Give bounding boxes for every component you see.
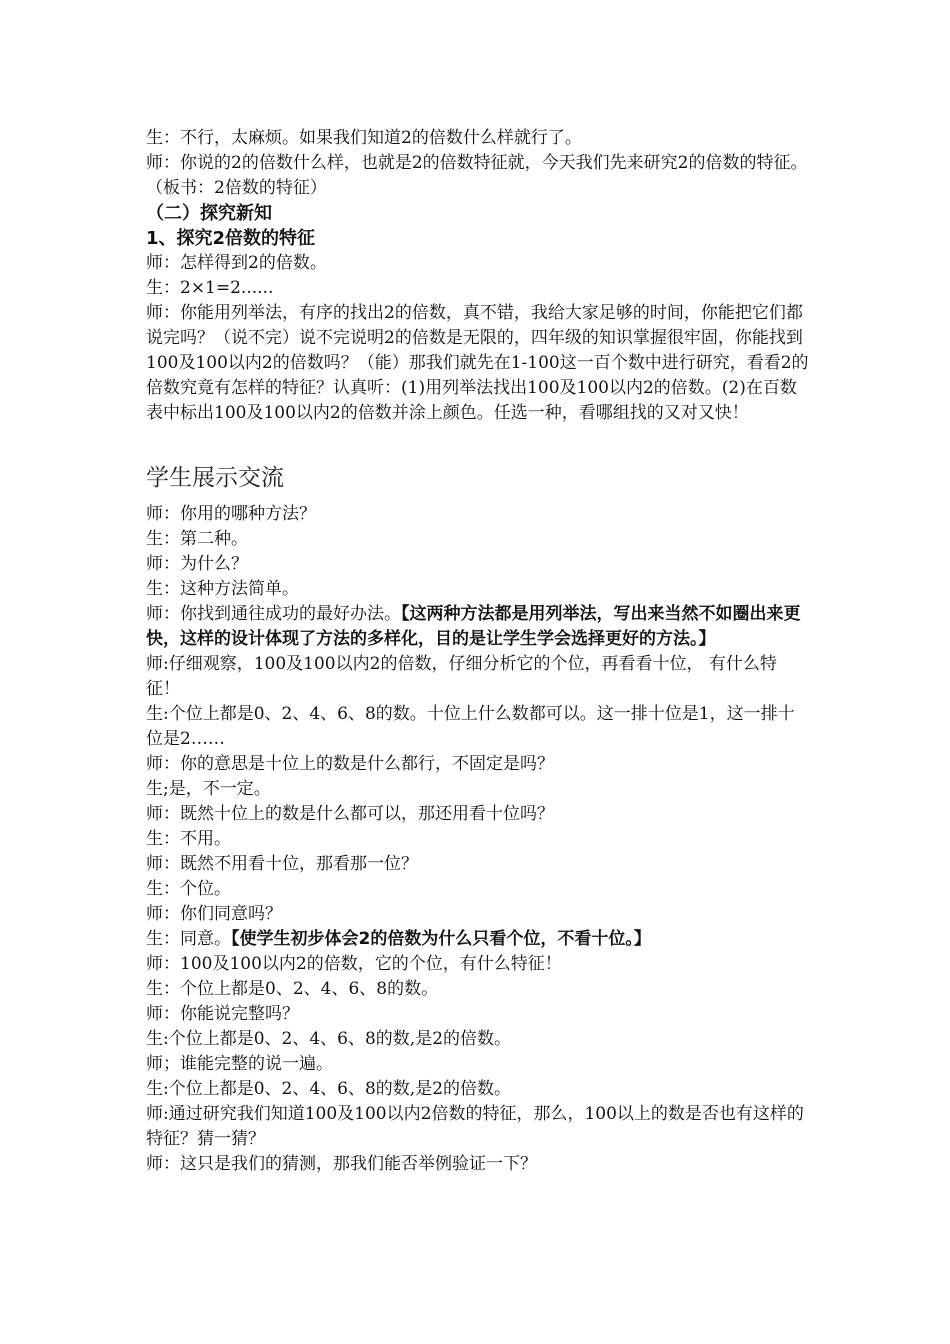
dialogue-line bbox=[146, 602, 810, 652]
dialogue-text: 生;是，不一定。 bbox=[146, 779, 271, 799]
teaching-note: 【这两种方法都是用列举法，写出来当然不如圈出来更快，这样的设计体现了方法的多样化，目的是让学生学会选择更好的方法。】 bbox=[146, 604, 801, 649]
dialogue-list bbox=[146, 502, 810, 1177]
display-heading: 学生展示交流 bbox=[146, 465, 284, 491]
explore-line-2: 生：2×1=2...... bbox=[146, 278, 274, 298]
dialogue-line bbox=[146, 777, 810, 802]
dialogue-text: 师：你找到通往成功的最好办法。 bbox=[146, 604, 401, 624]
dialogue-text: 师：你们同意吗？ bbox=[146, 904, 282, 924]
dialogue-line bbox=[146, 927, 810, 952]
dialogue-line bbox=[146, 1002, 810, 1027]
dialogue-line bbox=[146, 1052, 810, 1077]
explore-line-1: 师：怎样得到2的倍数。 bbox=[146, 253, 327, 273]
dialogue-text: 师；谁能完整的说一遍。 bbox=[146, 1054, 333, 1074]
dialogue-line bbox=[146, 652, 810, 702]
dialogue-text: 师：既然十位上的数是什么都可以，那还用看十位吗？ bbox=[146, 804, 554, 824]
dialogue-text: 生：这种方法简单。 bbox=[146, 579, 299, 599]
explore-line-3: 师：你能用列举法，有序的找出2的倍数，真不错，我给大家足够的时间，你能把它们都说完吗？（说不完）说不完说明2的倍数是无限的，四年级的知识掌握很牢固，你能找到100及100以内2的倍数吗？（能）那我们就先在1-100这一百个数中进行研究，看看2的倍数究竟有怎样的特征？认真听：(1)用列举法找出100及100以内2的倍数。(2)在百数表中标出100及100以内2的倍数并涂上颜色。任选一种，看哪组找的又对又快！ bbox=[146, 303, 809, 423]
dialogue-text: 生：同意。 bbox=[146, 929, 231, 949]
dialogue-text: 师：既然不用看十位，那看那一位？ bbox=[146, 854, 418, 874]
section-title: （二）探究新知 bbox=[146, 203, 272, 224]
dialogue-line bbox=[146, 802, 810, 827]
dialogue-text: 生:个位上都是0、2、4、6、8的数。十位上什么数都可以。这一排十位是1，这一排十位是2…… bbox=[146, 704, 795, 749]
dialogue-line bbox=[146, 827, 810, 852]
dialogue-line bbox=[146, 902, 810, 927]
intro-line-2: 师：你说的2的倍数什么样，也就是2的倍数特征就，今天我们先来研究2的倍数的特征。（板书：2倍数的特征） bbox=[146, 153, 808, 198]
dialogue-line bbox=[146, 877, 810, 902]
intro-line-1: 生：不行，太麻烦。如果我们知道2的倍数什么样就行了。 bbox=[146, 128, 582, 148]
dialogue-line bbox=[146, 1027, 810, 1052]
dialogue-text: 生：个位。 bbox=[146, 879, 231, 899]
dialogue-text: 师：这只是我们的猜测，那我们能否举例验证一下？ bbox=[146, 1154, 537, 1174]
dialogue-line bbox=[146, 1152, 810, 1177]
dialogue-line bbox=[146, 952, 810, 977]
dialogue-line bbox=[146, 852, 810, 877]
subsection-title: 1、探究2倍数的特征 bbox=[146, 228, 316, 249]
dialogue-text: 师:仔细观察，100及100以内2的倍数，仔细分析它的个位，再看看十位， 有什么特征！ bbox=[146, 654, 777, 699]
dialogue-line bbox=[146, 977, 810, 1002]
dialogue-line bbox=[146, 502, 810, 527]
dialogue-text: 生：不用。 bbox=[146, 829, 231, 849]
dialogue-line bbox=[146, 552, 810, 577]
dialogue-text: 师:通过研究我们知道100及100以内2倍数的特征，那么，100以上的数是否也有这样的特征？猜一猜？ bbox=[146, 1104, 804, 1149]
dialogue-line bbox=[146, 1102, 810, 1152]
dialogue-line bbox=[146, 527, 810, 552]
dialogue-text: 师：你能说完整吗？ bbox=[146, 1004, 299, 1024]
dialogue-text: 生：第二种。 bbox=[146, 529, 248, 549]
dialogue-line bbox=[146, 702, 810, 752]
dialogue-line bbox=[146, 752, 810, 777]
dialogue-line bbox=[146, 1077, 810, 1102]
dialogue-text: 生:个位上都是0、2、4、6、8的数,是2的倍数。 bbox=[146, 1029, 512, 1049]
dialogue-text: 生：个位上都是0、2、4、6、8的数。 bbox=[146, 979, 439, 999]
teaching-note: 【使学生初步体会2的倍数为什么只看个位，不看十位。】 bbox=[231, 929, 651, 949]
dialogue-text: 师：你的意思是十位上的数是什么都行，不固定是吗？ bbox=[146, 754, 554, 774]
dialogue-text: 生:个位上都是0、2、4、6、8的数,是2的倍数。 bbox=[146, 1079, 512, 1099]
dialogue-text: 师：为什么？ bbox=[146, 554, 248, 574]
dialogue-text: 师：你用的哪种方法？ bbox=[146, 504, 316, 524]
dialogue-text: 师：100及100以内2的倍数，它的个位，有什么特征！ bbox=[146, 954, 562, 974]
document-page bbox=[146, 126, 810, 1177]
dialogue-line bbox=[146, 577, 810, 602]
